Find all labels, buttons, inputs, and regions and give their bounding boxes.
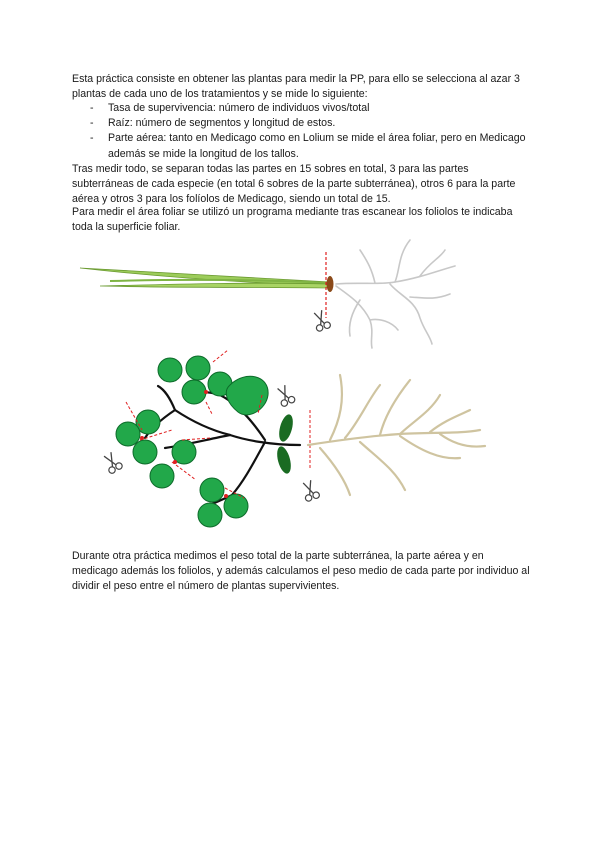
- intro-paragraph: Esta práctica consiste en obtener las plantas para medir la PP, para ello se selecciona al azar 3 plantas de cada uno de los tratamientos y se mide lo siguiente:: [72, 73, 520, 101]
- medicago-roots: [308, 375, 485, 495]
- second-practice-paragraph: Durante otra práctica medimos el peso total de la parte subterránea, la parte aérea y en medicago además los foliolos, y además calculamos el peso medio de cada parte por individuo al dividir el peso entre el número de plantas supervivientes.: [72, 550, 530, 593]
- scissors-icon: [300, 479, 320, 502]
- cotyledon: [275, 445, 294, 475]
- scissors-icon: [311, 309, 331, 332]
- leaf-area-paragraph: Para medir el área foliar se utilizó un programa mediante tras escanear los foliolos te indicaba toda la superficie foliar.: [72, 206, 513, 234]
- list-item: - Parte aérea: tanto en Medicago como en Lolium se mide el área foliar, pero en Medicago además se mide la longitud de los tallos.: [90, 131, 530, 161]
- grass-roots: [336, 240, 455, 348]
- cotyledon: [277, 413, 296, 443]
- seed: [327, 276, 334, 292]
- medicago-plant: [101, 350, 485, 527]
- scissors-icon: [101, 451, 123, 475]
- lolium-plant: [80, 240, 455, 348]
- leaflets: [116, 356, 268, 527]
- list-item: - Raíz: número de segmentos y longitud de estos.: [90, 116, 530, 131]
- grass-blade: [100, 283, 330, 288]
- list-item: - Tasa de supervivencia: número de individuos vivos/total: [90, 101, 530, 116]
- separation-paragraph: Tras medir todo, se separan todas las partes en 15 sobres en total, 3 para las partes subterráneas de cada especie (en total 6 sobres de la parte subterránea), otros 6 para la parte aérea y otros 3 para los folíolos de Medicago, siendo un total de 15.: [72, 163, 516, 206]
- scissors-icon: [275, 384, 296, 407]
